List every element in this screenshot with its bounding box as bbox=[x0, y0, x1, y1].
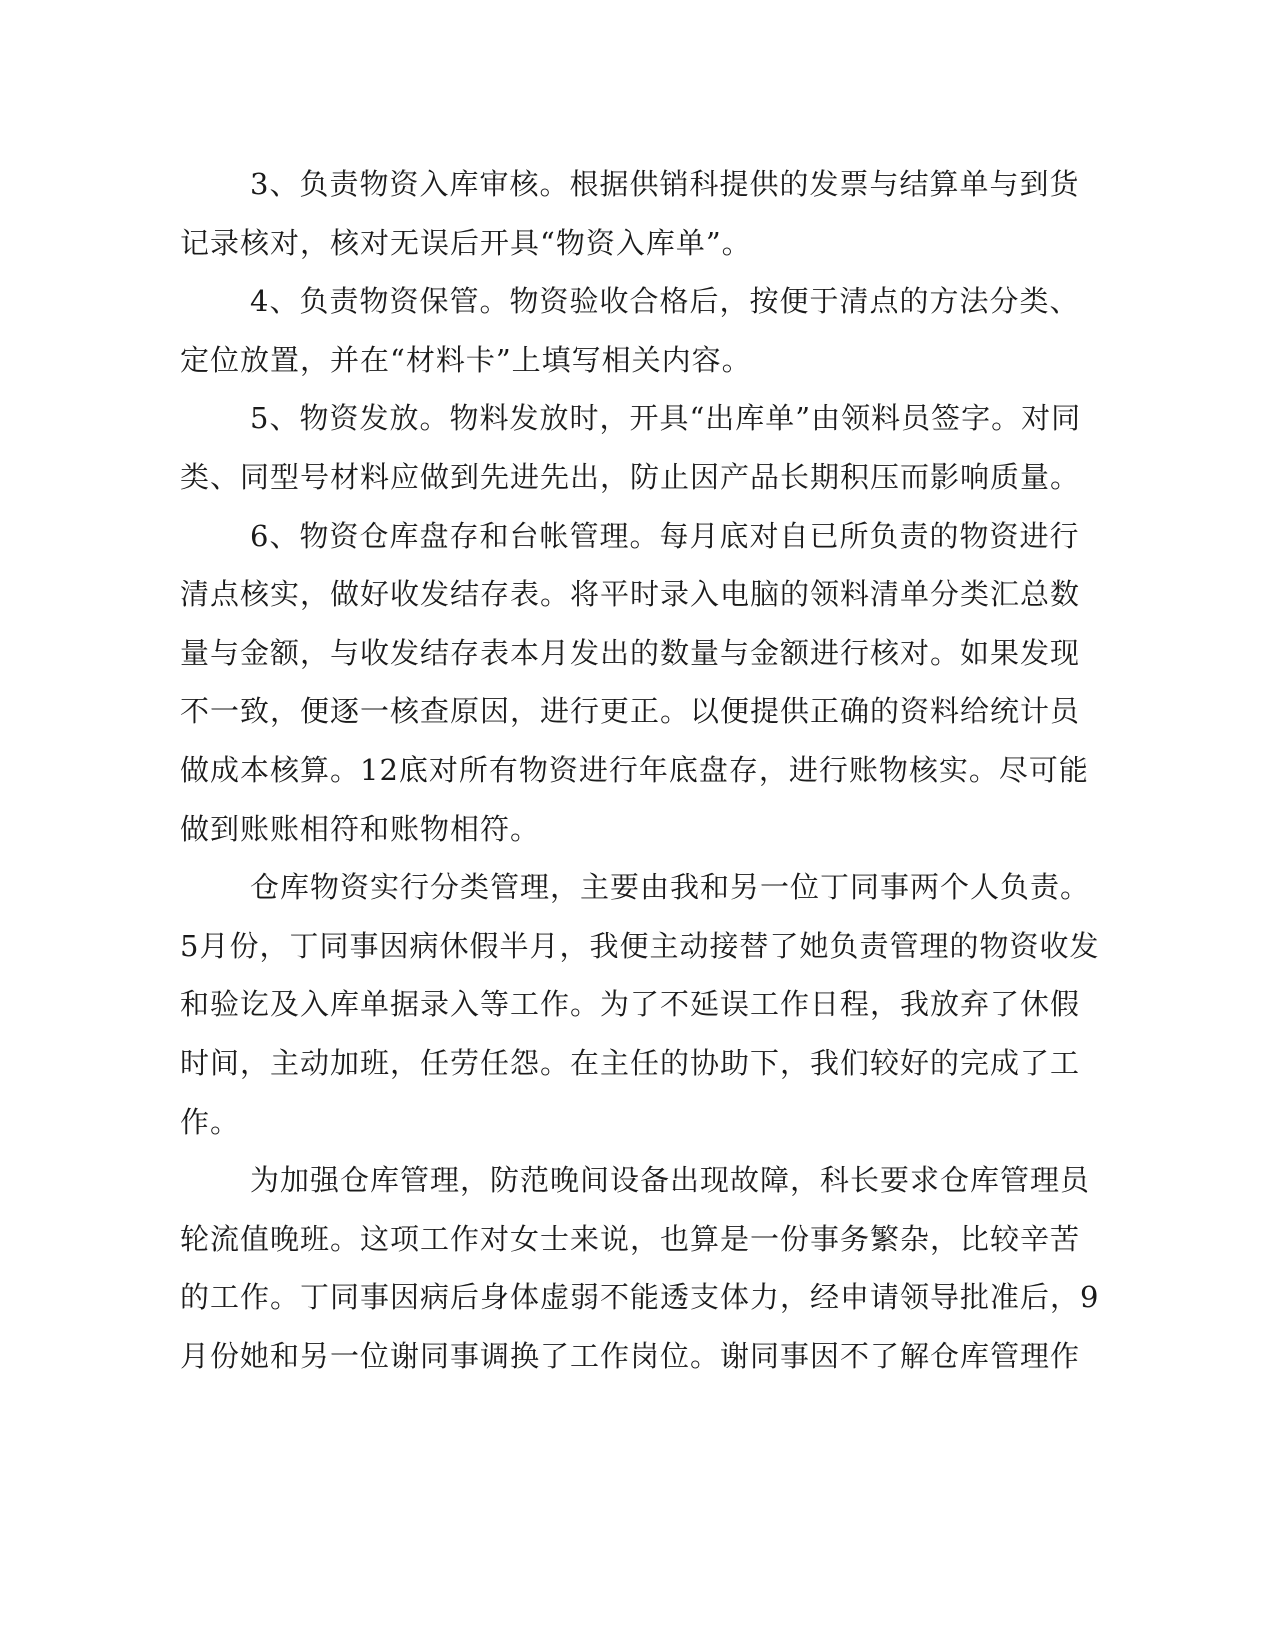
text-line: 量与金额，与收发结存表本月发出的数量与金额进行核对。如果发现 bbox=[180, 635, 1081, 670]
text-line: 轮流值晚班。这项工作对女士来说，也算是一份事务繁杂，比较辛苦 bbox=[180, 1221, 1081, 1256]
text-line: 的工作。丁同事因病后身体虚弱不能透支体力，经申请领导批准后，9 bbox=[180, 1280, 1100, 1315]
text-line: 4、负责物资保管。物资验收合格后，按便于清点的方法分类、 bbox=[250, 284, 1080, 319]
text-line: 定位放置，并在“材料卡”上填写相关内容。 bbox=[180, 342, 752, 377]
text-line: 类、同型号材料应做到先进先出，防止因产品长期积压而影响质量。 bbox=[180, 459, 1081, 494]
text-line: 时间，主动加班，任劳任怨。在主任的协助下，我们较好的完成了工 bbox=[180, 1045, 1081, 1080]
text-line: 3、负责物资入库审核。根据供销科提供的发票与结算单与到货 bbox=[250, 167, 1080, 201]
document-body bbox=[180, 155, 1100, 1385]
text-line: 5月份，丁同事因病休假半月，我便主动接替了她负责管理的物资收发 bbox=[180, 928, 1100, 963]
text-line: 仓库物资实行分类管理，主要由我和另一位丁同事两个人负责。 bbox=[250, 870, 1091, 905]
text-line: 为加强仓库管理，防范晚间设备出现故障，科长要求仓库管理员 bbox=[250, 1163, 1091, 1198]
text-line: 作。 bbox=[180, 1104, 241, 1139]
text-line: 清点核实，做好收发结存表。将平时录入电脑的领料清单分类汇总数 bbox=[180, 577, 1081, 612]
text-line: 做成本核算。12底对所有物资进行年底盘存，进行账物核实。尽可能 bbox=[180, 752, 1089, 787]
text-line: 月份她和另一位谢同事调换了工作岗位。谢同事因不了解仓库管理作 bbox=[180, 1338, 1081, 1373]
text-line: 5、物资发放。物料发放时，开具“出库单”由领料员签字。对同 bbox=[250, 401, 1082, 436]
text-line: 不一致，便逐一核查原因，进行更正。以便提供正确的资料给统计员 bbox=[180, 694, 1081, 729]
text-line: 做到账账相符和账物相符。 bbox=[180, 811, 541, 846]
text-line: 6、物资仓库盘存和台帐管理。每月底对自已所负责的物资进行 bbox=[250, 518, 1080, 553]
text-line: 和验讫及入库单据录入等工作。为了不延误工作日程，我放弃了休假 bbox=[180, 987, 1081, 1022]
text-line: 记录核对，核对无误后开具“物资入库单”。 bbox=[180, 225, 752, 260]
